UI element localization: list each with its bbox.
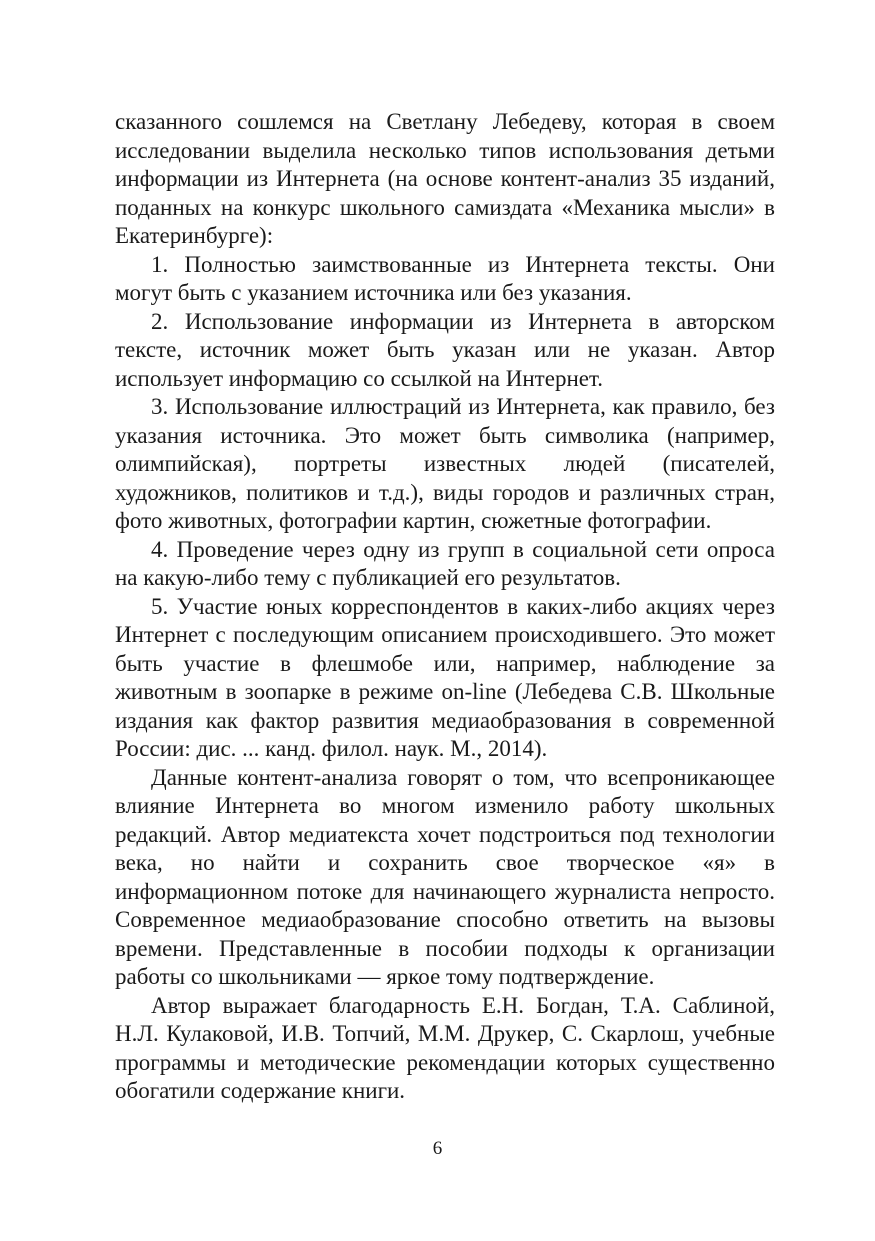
list-item-3: 3. Использование иллюстраций из Интернета, как правило, без указания источника. Это может быть символика (например, олимпийская), портреты известных людей (писателей, художников, политиков и т.д.), виды городов и различных стран, фото животных, фотографии картин, сюжетные фотографии. <box>115 394 775 533</box>
list-item-5: 5. Участие юных корреспондентов в каких-либо акциях через Интернет с последующим описанием происходившего. Это может быть участие в флешмобе или, например, наблюдение за животным в зоопарке в режиме on-line (Лебедева С.В. Школьные издания как фактор развития медиаобразования в современной России: дис. ... канд. филол. наук. М., 2014). <box>115 593 775 761</box>
intro-paragraph: сказанного сошлемся на Светлану Лебедеву, которая в своем исследовании выделила несколько типов использования детьми информации из Интернета (на основе контент-анализ 35 изданий, поданных на конкурс школьного самиздата «Механика мысли» в Екатеринбурге): <box>115 109 775 248</box>
page-number: 6 <box>432 1138 443 1159</box>
list-item-1: 1. Полностью заимствованные из Интернета тексты. Они могут быть с указанием источника или без указания. <box>115 251 775 305</box>
acknowledgement-paragraph: Автор выражает благодарность Е.Н. Богдан, Т.А. Саблиной, Н.Л. Кулаковой, И.В. Топчий, М.М. Друкер, С. Скарлош, учебные программы и методические рекомендации которых существенно обогатили содержание книги. <box>115 992 775 1103</box>
conclusion-paragraph: Данные контент-анализа говорят о том, что всепроникающее влияние Интернета во многом изменило работу школьных редакций. Автор медиатекста хочет подстроиться под технологии века, но найти и сохранить свое творческое «я» в информационном потоке для начинающего журналиста непросто. Современное медиаобразование способно ответить на вызовы времени. Представленные в пособии подходы к организации работы со школьниками — яркое тому подтверждение. <box>115 764 775 989</box>
list-item-4: 4. Проведение через одну из групп в социальной сети опроса на какую-либо тему с публикацией его результатов. <box>115 536 775 590</box>
list-item-2: 2. Использование информации из Интернета в авторском тексте, источник может быть указан или не указан. Автор использует информацию со ссылкой на Интернет. <box>115 308 775 391</box>
page-body <box>115 108 775 1106</box>
